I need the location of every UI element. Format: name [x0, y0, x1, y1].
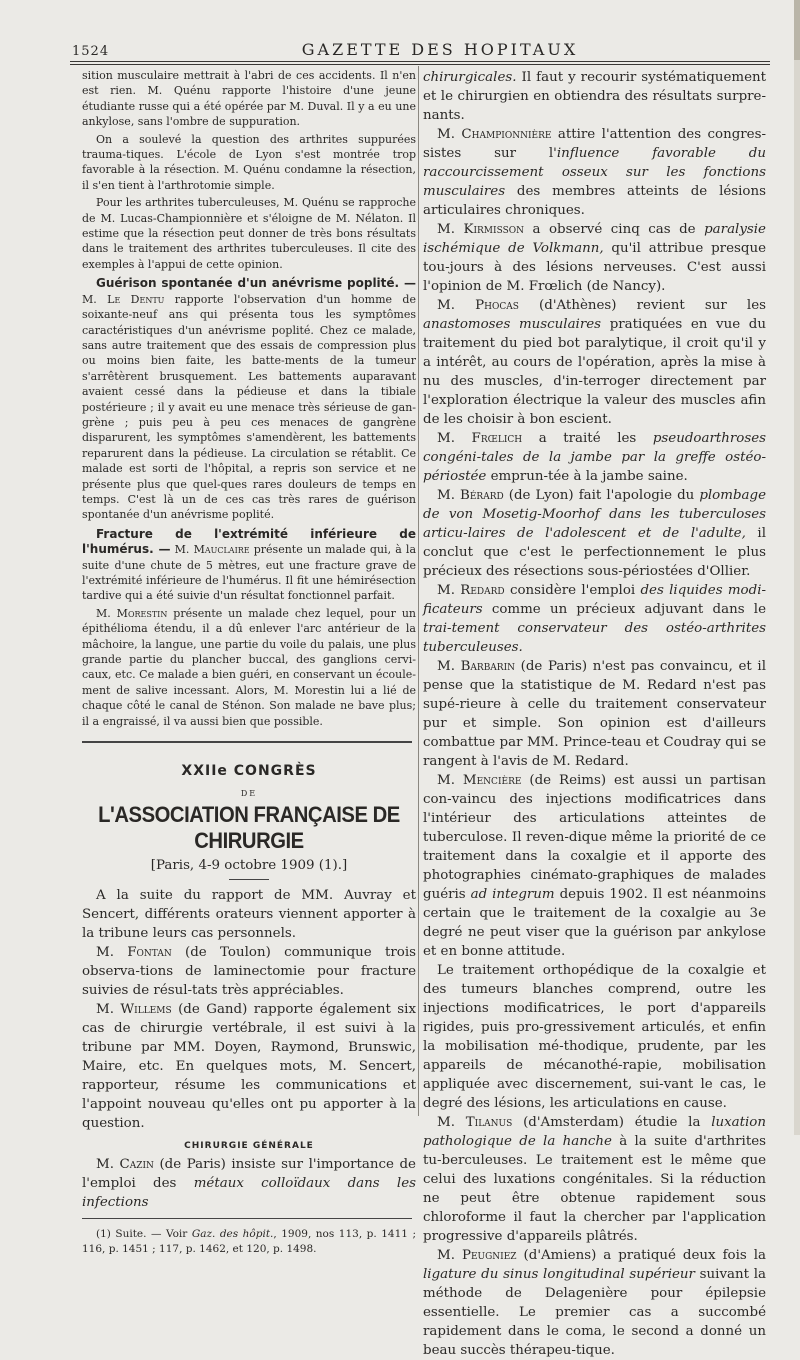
footnote: [82, 1227, 416, 1257]
author-name: M. Mencière: [437, 773, 522, 788]
paragraph-text: a observé cinq cas de: [524, 222, 705, 237]
author-name: M. Bérard: [437, 488, 504, 503]
paragraph: [82, 1155, 416, 1212]
author-name: M. Peugniez: [437, 1248, 517, 1263]
italic-text: luxation pathologique de la hanche: [423, 1115, 766, 1149]
paragraph-text: depuis 1902. Il est néanmoins certain que le traitement de la coxalgie au 3e degré ne peut viser que la guérison par ankylose et en bonne attitude.: [423, 887, 766, 959]
author-name: M. Fontan: [96, 945, 172, 961]
italic-text: anastomoses musculaires: [423, 317, 602, 332]
author-name: M. Morestin: [96, 606, 168, 620]
paragraph-text: (de Paris) insiste sur l'importance de l'emploi des: [82, 1157, 416, 1192]
header-rule-bottom: [70, 64, 770, 65]
short-rule: [229, 879, 269, 880]
paragraph-text: (de Lyon) fait l'apologie du: [503, 488, 700, 503]
running-title: GAZETTE DES HOPITAUX: [301, 40, 579, 59]
italic-text: ligature du sinus longitudinal supérieur: [423, 1267, 695, 1282]
paragraph: [82, 943, 416, 1000]
author-name: M. Tilanus: [437, 1115, 513, 1130]
paragraph: [423, 125, 766, 220]
paragraph-text: considère l'emploi: [504, 583, 641, 598]
right-column: [423, 68, 766, 1360]
author-name: M. Cazin: [96, 1157, 154, 1173]
italic-text: trai-tement conservateur des ostéo-arthrites tuberculeuses.: [423, 621, 766, 655]
paragraph-text: (d'Athènes) revient sur les: [518, 298, 766, 313]
author-name: M. Barbarin: [437, 659, 516, 674]
paragraph: On a soulevé la question des arthrites suppurées trauma-tiques. L'école de Lyon s'est montrée trop favorable à la résection. M. Quénu condamne la résection, il s'en tient à l'arthrotomie simple.: [82, 132, 416, 192]
author-name: M. Mauclaire: [174, 543, 250, 557]
paragraph: [423, 296, 766, 429]
paragraph: [423, 1246, 766, 1360]
paragraph: [82, 276, 416, 523]
paragraph-text: Il faut y recourir systématiquement et le chirurgien en obtiendra des résultats surpre-nants.: [423, 70, 766, 123]
paragraph-text: (de Toulon) communique trois observa-tions de laminectomie pour fracture suivies de résul-tats très appréciables.: [82, 945, 417, 999]
association-title: L'ASSOCIATION FRANÇAISE DE CHIRURGIE: [98, 802, 400, 854]
paragraph-text: a traité les: [522, 431, 653, 446]
paragraph-text: (d'Amiens) a pratiqué deux fois la: [516, 1248, 766, 1263]
page-edge: [794, 0, 800, 1135]
italic-text: des liquides modi-ficateurs: [423, 583, 766, 617]
paragraph-text: présente un malade qui, à la suite d'une chute de 5 mètres, eut une fracture grave de l'extrémité inférieure de l'humérus. Il fit une hémirésection tardive qui a été suivie d'un résultat fonctionnel parfait.: [82, 543, 416, 603]
paragraph-text: attire l'attention des congres-sistes sur l': [423, 127, 766, 161]
author-name: M. Phocas: [437, 298, 519, 313]
footnote-text: (1) Suite. — Voir: [96, 1228, 192, 1241]
page-edge-shadow: [794, 0, 800, 60]
author-name: M. Frœlich: [437, 431, 523, 446]
paragraph-text: pratiquées en vue du traitement du pied bot paralytique, il croit qu'il y a intérêt, au cours de l'opération, après la mise à nu des muscles, d'in-terroger directement par l'exploration électrique la valeur des muscles afin de les choisir à bon escient.: [423, 317, 767, 427]
paragraph: [423, 429, 766, 486]
footnote-rule: [82, 1218, 412, 1219]
paragraph-text: comme un précieux adjuvant dans le: [482, 602, 766, 617]
subsection-heading: CHIRURGIE GÉNÉRALE: [184, 1141, 314, 1152]
page-number: 1524: [72, 44, 110, 59]
author-name: M. Championnière: [437, 127, 552, 142]
paragraph: [82, 527, 416, 604]
congress-de: DE: [240, 789, 258, 799]
italic-text: paralysie ischémique de Volkmann,: [423, 222, 766, 256]
paragraph-text: (de Gand) rapporte également six cas de chirurgie vertébrale, il est suivi à la tribune par MM. Doyen, Raymond, Brunswic, Maire, etc. En quelques mots, M. Sencert, rapporteur, résume les communications et l'appoint nouveau qu'elles ont pu apporter à la question.: [82, 1002, 416, 1132]
italic-text: plombage de von Mosetig-Moorhof dans les tuberculoses articu-laires de l'adolescent et de l'adulte,: [423, 488, 766, 541]
section-heading: Fracture de l'extrémité inférieure de l'humérus. —: [82, 526, 416, 557]
italic-text: pseudoarthroses congéni-tales de la jambe par la greffe ostéo-périostée: [423, 431, 766, 484]
paragraph: [423, 657, 766, 771]
paragraph-text: des membres atteints de lésions articulaires chroniques.: [423, 184, 766, 218]
paragraph-text: il conclut que c'est le perfectionnement le plus précieux des résections sous-périostées d'Ollier.: [423, 526, 766, 579]
italic-text: chirurgicales.: [423, 70, 517, 85]
header-rule-top: [70, 61, 770, 62]
paragraph-text: présente un malade chez lequel, pour un épithélioma étendu, il a dû enlever l'arc antérieur de la mâchoire, la langue, une partie du voile du palais, une plus grande partie du plancher buccal, des ganglions cervi-caux, etc. Ce malade a bien guéri, en conservant un écoule-ment de salive incessant. Alors, M. Morestin lui a lié de chaque côté le canal de Sténon. Son malade ne bave plus; il a engraissé, il va aussi bien que possible.: [82, 606, 416, 728]
paragraph: Le traitement orthopédique de la coxalgie et des tumeurs blanches comprend, outre les injections modificatrices, le port d'appareils rigides, puis pro-gressivement articulés, et enfin la mobilisation mé-thodique, prudente, par les appareils de mécanothé-rapie, mobilisation appliquée avec discernement, sui-vant le cas, le degré des lésions, les articulations en cause.: [423, 963, 766, 1111]
paragraph: [423, 1113, 766, 1246]
italic-text: métaux colloïdaux dans les infections: [82, 1176, 417, 1211]
paragraph-text: à la suite d'arthrites tu-berculeuses. Le traitement est le même que celui des luxations congénitales. Si la réduction ne peut être obtenue rapidement sous chloroforme il faut la chercher par l'application progressive d'appareils plâtrés.: [423, 1134, 766, 1244]
column-divider: [418, 66, 419, 1116]
paragraph: [423, 68, 766, 125]
author-name: M. Redard: [437, 583, 505, 598]
paragraph: [82, 1000, 416, 1133]
paragraph: [82, 606, 416, 729]
paragraph-text: rapporte l'observation d'un homme de soixante-neuf ans qui présenta tous les symptômes caractéristiques d'un anévrisme poplité. Chez ce malade, sans autre traitement que des essais de compression plus ou moins bien faite, les batte-ments de la tumeur s'arrêtèrent brusquement. Les battements auparavant avaient cessé dans la pédieuse et dans la tibiale postérieure ; il y avait eu une menace très sérieuse de gan-grène ; puis peu à peu ces menaces de gangrène disparurent, les symptômes s'amendèrent, les battements reparurent dans la pédieuse. La circulation se rétablit. Ce malade est sorti de l'hôpital, a repris son service et ne présente plus que quel-ques rares douleurs de temps en temps. C'est là un de ces cas très rares de guérison spontanée d'un anévrisme poplité.: [82, 292, 416, 522]
paragraph: [423, 486, 766, 581]
italic-text: ad integrum: [470, 887, 555, 902]
paragraph-text: (d'Amsterdam) étudie la: [512, 1115, 712, 1130]
paragraph-text: qu'il attribue presque tou-jours à des lésions nerveuses. C'est aussi l'opinion de M. Frœlich (de Nancy).: [423, 241, 766, 294]
meeting-dateline: [Paris, 4-9 octobre 1909 (1).]: [150, 858, 348, 874]
congress-title: XXIIe CONGRÈS: [181, 763, 317, 780]
author-name: M. Willems: [96, 1002, 172, 1018]
paragraph: [423, 771, 766, 961]
paragraph: [423, 220, 766, 296]
paragraph: Pour les arthrites tuberculeuses, M. Quénu se rapproche de M. Lucas-Championnière et s'éloigne de M. Nélaton. Il estime que la résection peut donner de très bons résultats dans le traitement des arthrites tuberculeuses. Il cite des exemples à l'appui de cette opinion.: [82, 196, 416, 271]
left-column: [82, 68, 416, 1257]
paragraph: A la suite du rapport de MM. Auvray et Sencert, différents orateurs viennent apporter à la tribune leurs cas personnels.: [82, 888, 416, 942]
footnote-italic: Gaz. des hôpit.: [191, 1228, 274, 1241]
paragraph-text: (de Reims) est aussi un partisan con-vaincu des injections modificatrices dans l'intérieur des articulations atteintes de tuberculose. Il reven-dique même la priorité de ce traitement dans la coxalgie et il apporte des photographies cinémato-graphiques de malades guéris: [423, 773, 766, 902]
italic-text: influence favorable du raccourcissement osseux sur les fonctions musculaires: [423, 146, 767, 199]
paragraph-text: emprun-tée à la jambe saine.: [486, 469, 688, 484]
author-name: M. Kirmisson: [437, 222, 524, 237]
section-divider: [82, 741, 412, 743]
footnote-text: , 1909, nos 113, p. 1411 ; 116, p. 1451 ; 117, p. 1462, et 120, p. 1498.: [82, 1228, 416, 1256]
paragraph-text: (de Paris) n'est pas convaincu, et il pense que la statistique de M. Redard n'est pas supé-rieure à celle du traitement conservateur pur et simple. Son opinion est d'ailleurs combattue par MM. Prince-teau et Coudray qui se rangent à l'avis de M. Redard.: [423, 659, 766, 769]
paragraph: sition musculaire mettrait à l'abri de ces accidents. Il n'en est rien. M. Quénu rapporte l'histoire d'une jeune étudiante russe qui a été opérée par M. Duval. Il y a eu une ankylose, sans l'ombre de suppuration.: [82, 69, 416, 129]
section-heading: Guérison spontanée d'un anévrisme poplité. —: [96, 276, 416, 291]
paragraph: [423, 581, 766, 657]
paragraph-text: suivant la méthode de Delagenière pour épilepsie essentielle. Le premier cas a succombé rapidement dans le coma, le second a donné un beau succès thérapeu-tique.: [423, 1267, 766, 1358]
author-name: M. Le Dentu: [82, 292, 165, 306]
